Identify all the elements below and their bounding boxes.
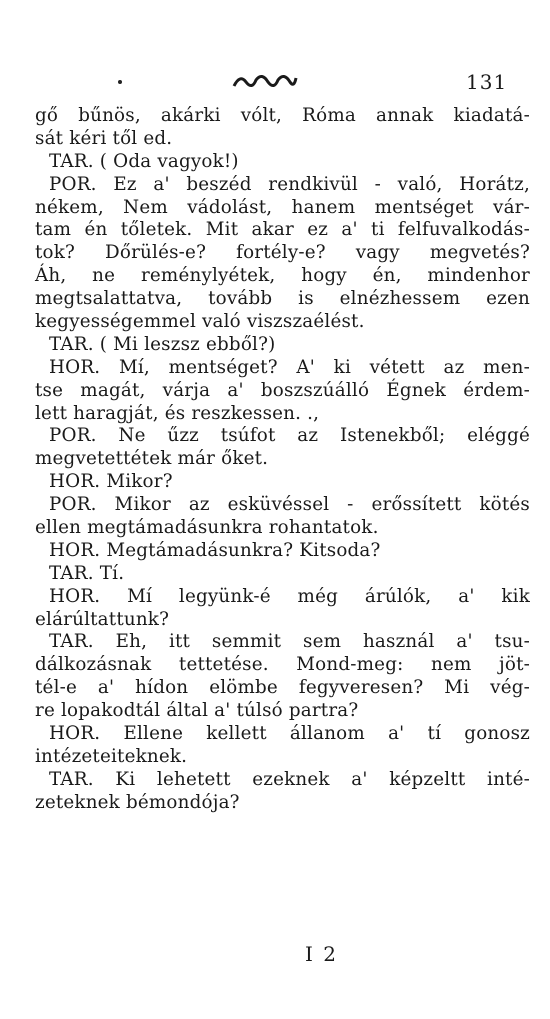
text-line: POR. Mikor az esküvéssel - erőssített kötés [49,494,530,516]
text-line: kegyességemmel való viszszaélést. [35,311,365,333]
text-line: TAR. Ki lehetett ezeknek a' képzeltt inté- [49,768,530,790]
text-line: tél-e a' hídon elömbe fegyveresen? Mi vég- [35,677,530,699]
text-line: TAR. ( Oda vagyok!) [49,150,239,172]
text-line: gő bűnös, akárki vólt, Róma annak kiadatá- [35,105,530,126]
header-ornament [232,68,298,92]
text-line: lett haragját, és reszkessen. ., [35,402,320,424]
text-line: HOR. Mikor? [49,471,173,493]
text-line: megtsalattatva, tovább is elnézhessem ezen [35,288,530,310]
text-line: re lopakodtál által a' túlsó partra? [35,700,359,722]
text-line: intézeteiteknek. [35,745,188,767]
text-line: HOR. Megtámadásunkra? Kitsoda? [49,539,381,561]
text-line: tam én tőletek. Mit akar ez a' ti felfuvalkodás- [35,219,530,241]
text-line: POR. Ez a' beszéd rendkivül - való, Horátz, [49,173,530,195]
page-header [0,68,550,98]
text-line: HOR. Mí, mentséget? A' ki vétett az men- [49,356,530,378]
page-number: 131 [466,70,508,94]
signature-mark: I 2 [305,942,338,966]
page-body-text [35,105,530,815]
text-line: Áh, ne reménylyétek, hogy én, mindenhor [35,265,530,287]
text-line: POR. Ne űzz tsúfot az Istenekből; eléggé [49,425,530,447]
text-line: TAR. Eh, itt semmit sem használ a' tsu- [49,631,530,653]
text-line: TAR. ( Mi leszsz ebből?) [49,333,276,355]
text-line: dálkozásnak tettetése. Mond-meg: nem jöt- [35,654,530,676]
text-line: TAR. Tí. [49,562,125,584]
text-line: tse magát, várja a' boszszúálló Égnek érdem- [35,379,530,401]
text-line: elárúltattunk? [35,608,170,630]
text-line: ellen megtámadásunkra rohantatok. [35,517,379,539]
text-line: zeteknek bémondója? [35,791,240,813]
text-line: megvetettétek már őket. [35,448,269,470]
header-dot [118,80,122,84]
text-line: HOR. Ellene kellett állanom a' tí gonosz [49,723,530,745]
text-line: HOR. Mí legyünk-é még árúlók, a' kik [49,585,530,607]
text-line: sát kéri től ed. [35,127,173,149]
text-line: nékem, Nem vádolást, hanem mentséget vár- [35,196,530,218]
text-line: tok? Dőrülés-e? fortély-e? vagy megvetés? [35,242,530,264]
